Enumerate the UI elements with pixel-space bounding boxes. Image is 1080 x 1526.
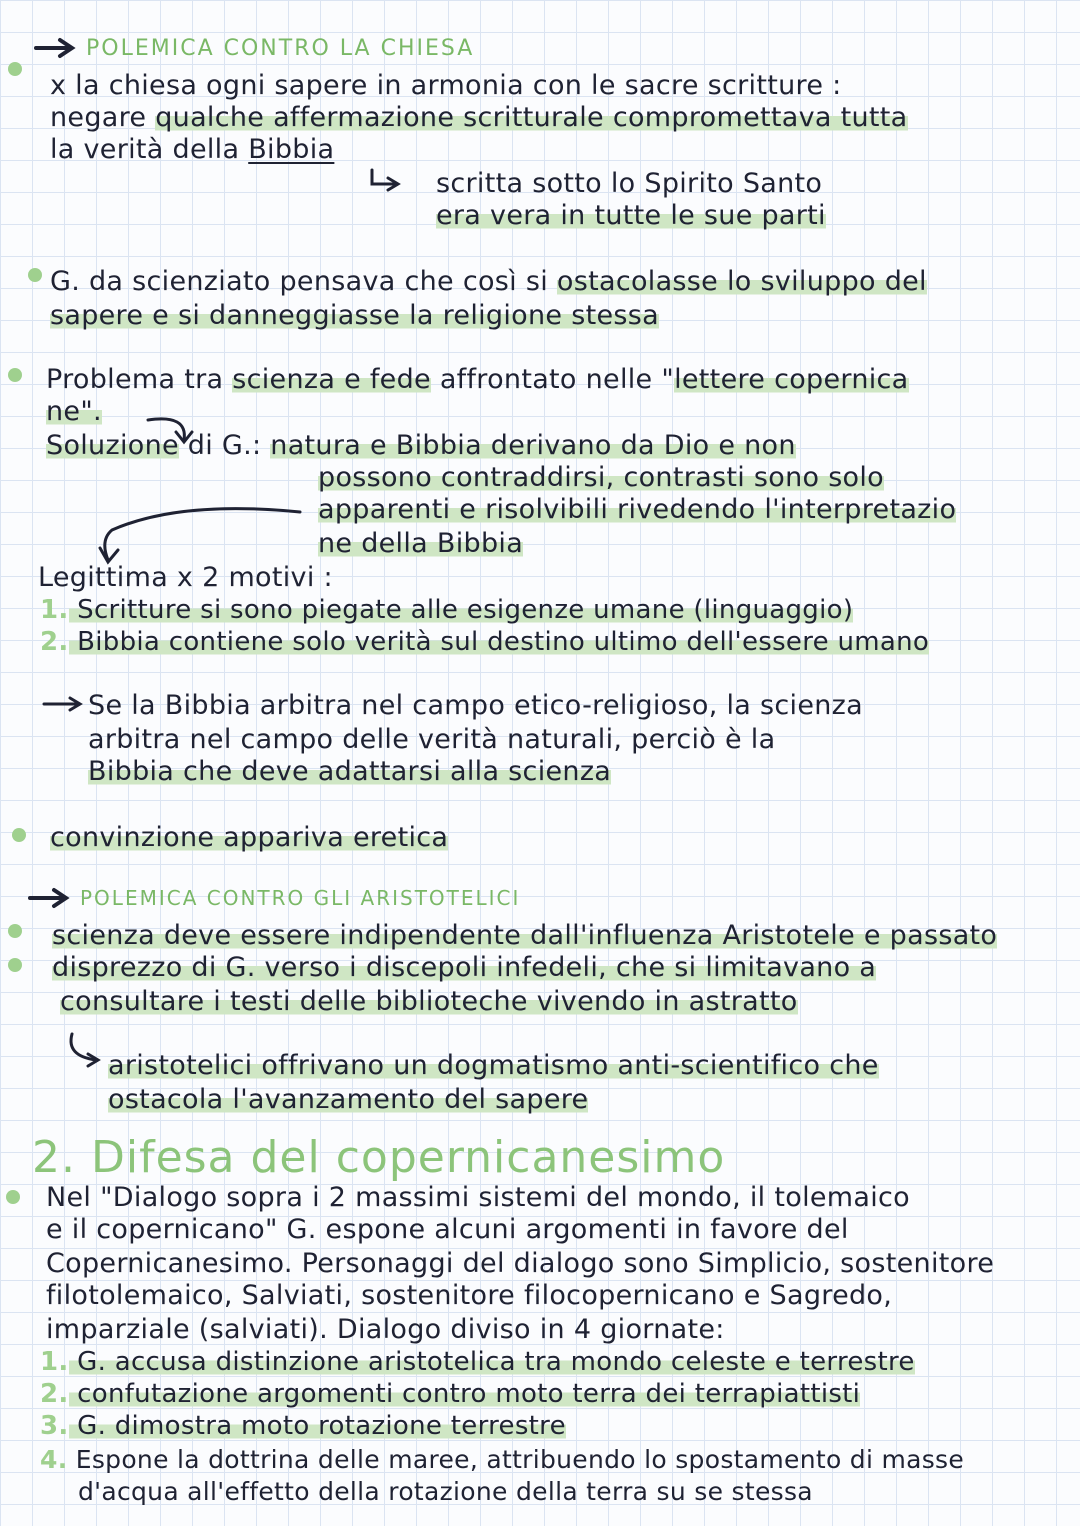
- section-heading-chiesa: POLEMICA CONTRO LA CHIESA: [86, 36, 475, 61]
- text-line: aristotelici offrivano un dogmatismo anti-scientifico che: [108, 1050, 879, 1081]
- text-line: ne della Bibbia: [318, 528, 524, 559]
- conclusion-arrow-icon: [44, 698, 80, 710]
- heading-arrow-icon: [36, 40, 72, 56]
- list-item: 1. G. accusa distinzione aristotelica tra mondo celeste e terrestre: [40, 1347, 915, 1377]
- text-line: arbitra nel campo delle verità naturali, perciò è la: [88, 724, 776, 755]
- list-item: 4. Espone la dottrina delle maree, attribuendo lo spostamento di masse: [40, 1445, 965, 1474]
- text-line: e il copernicano" G. espone alcuni argomenti in favore del: [46, 1214, 849, 1245]
- heading-arrow-icon: [30, 890, 66, 906]
- section-title-copernicanesimo: 2. Difesa del copernicanesimo: [32, 1132, 726, 1183]
- sub-arrow-icon: [71, 1034, 98, 1066]
- text-line: filotolemaico, Salviati, sostenitore filocopernicano e Sagredo,: [46, 1280, 893, 1311]
- text-line: consultare i testi delle biblioteche vivendo in astratto: [60, 986, 798, 1017]
- section-heading-aristotelici: POLEMICA CONTRO GLI ARISTOTELICI: [80, 886, 521, 910]
- bullet-dot: [6, 1190, 20, 1204]
- text-line: Bibbia che deve adattarsi alla scienza: [88, 756, 612, 787]
- text-line: d'acqua all'effetto della rotazione della terra su se stessa: [78, 1477, 813, 1506]
- text-line: imparziale (salviati). Dialogo diviso in 4 giornate:: [46, 1314, 725, 1345]
- bullet-dot: [12, 828, 26, 842]
- bullet-dot: [28, 268, 42, 282]
- sub-arrow-icon: [372, 170, 398, 190]
- list-item: 2. confutazione argomenti contro moto terra dei terrapiattisti: [40, 1379, 861, 1409]
- text-line: Problema tra scienza e fede affrontato nelle "lettere copernica: [46, 364, 909, 395]
- text-line: Se la Bibbia arbitra nel campo etico-religioso, la scienza: [88, 690, 863, 721]
- text-line: ne".: [46, 396, 102, 427]
- text-line: sapere e si danneggiasse la religione stessa: [50, 300, 659, 331]
- text-line: convinzione appariva eretica: [50, 822, 449, 853]
- text-line: Soluzione di G.: natura e Bibbia derivano da Dio e non: [46, 430, 796, 461]
- list-item: 3. G. dimostra moto rotazione terrestre: [40, 1411, 566, 1441]
- bullet-dot: [8, 924, 22, 938]
- bullet-dot: [8, 958, 22, 972]
- bullet-dot: [8, 62, 22, 76]
- bullet-dot: [8, 368, 22, 382]
- text-line: ostacola l'avanzamento del sapere: [108, 1084, 589, 1115]
- text-line: era vera in tutte le sue parti: [436, 200, 826, 231]
- text-line: disprezzo di G. verso i discepoli infedeli, che si limitavano a: [52, 952, 877, 983]
- text-line: G. da scienziato pensava che così si ostacolasse lo sviluppo del: [50, 266, 927, 297]
- text-line: Nel "Dialogo sopra i 2 massimi sistemi del mondo, il tolemaico: [46, 1182, 910, 1213]
- text-line: Legittima x 2 motivi :: [38, 562, 333, 593]
- text-line: Copernicanesimo. Personaggi del dialogo sono Simplicio, sostenitore: [46, 1248, 995, 1279]
- curved-arrow-icon: [100, 509, 300, 562]
- text-line: scritta sotto lo Spirito Santo: [436, 168, 823, 199]
- text-line: possono contraddirsi, contrasti sono solo: [318, 462, 884, 493]
- text-line: scienza deve essere indipendente dall'influenza Aristotele e passato: [52, 920, 998, 951]
- text-line: la verità della Bibbia: [50, 134, 335, 165]
- list-item: 1. Scritture si sono piegate alle esigenze umane (linguaggio): [40, 595, 854, 625]
- list-item: 2. Bibbia contiene solo verità sul destino ultimo dell'essere umano: [40, 627, 930, 657]
- text-line: negare qualche affermazione scritturale compromettava tutta: [50, 102, 908, 133]
- text-line: x la chiesa ogni sapere in armonia con le sacre scritture :: [50, 70, 842, 101]
- text-line: apparenti e risolvibili rivedendo l'interpretazio: [318, 494, 957, 525]
